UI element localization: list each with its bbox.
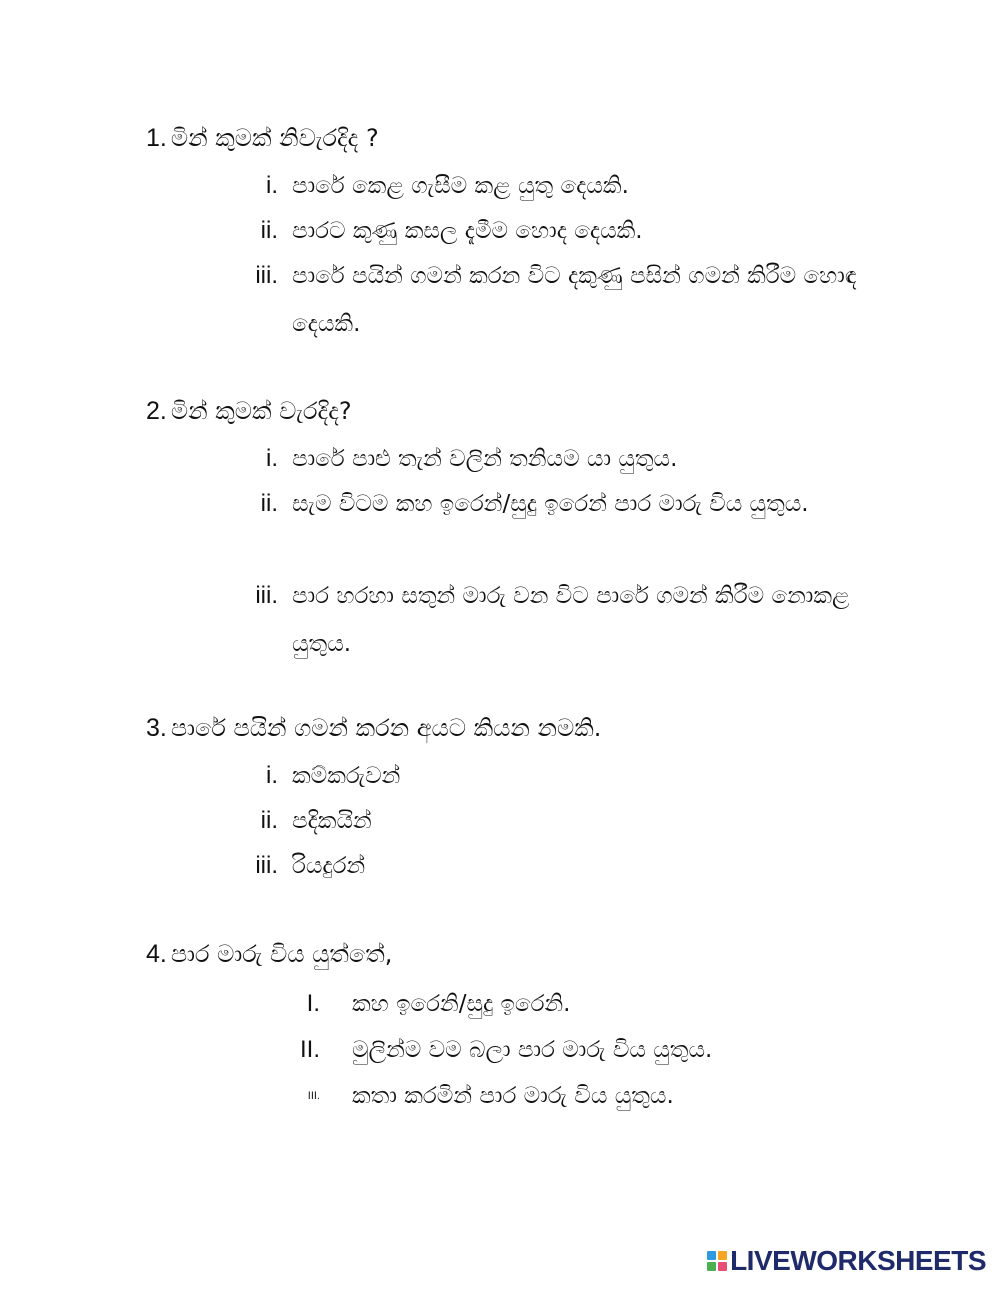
option-2-ii[interactable] [230, 480, 872, 528]
question-number: 3. [146, 714, 167, 742]
option-text: මුලින්ම වම බලා පාර මාරු විය යුතුය. [352, 1037, 713, 1063]
question-3 [146, 716, 906, 746]
question-2 [146, 399, 906, 429]
question-text: පාර මාරු විය යුත්තේ, [170, 940, 393, 968]
option-text: පාරේ කෙළ ගැසීම කළ යුතු දෙයකි. [292, 173, 629, 199]
question-text: මින් කුමක් නිවැරදිද ? [170, 124, 379, 152]
question-1 [146, 126, 906, 156]
option-number: ii. [260, 807, 278, 834]
question-number: 2. [146, 397, 167, 425]
option-text: කම්කරුවන් [292, 763, 401, 789]
logo-square-blue [707, 1251, 716, 1260]
option-number: ii. [260, 490, 278, 517]
logo-square-orange [718, 1251, 727, 1260]
liveworksheets-logo-icon [707, 1251, 727, 1271]
option-4-I[interactable] [280, 980, 932, 1028]
option-text: පදිකයින් [292, 808, 372, 834]
option-text: පාර හරහා සතුන් මාරු වන විට පාරේ ගමන් කිරීම නොකළ යුතුය. [292, 583, 850, 657]
option-1-ii[interactable] [230, 207, 872, 255]
logo-square-pink [718, 1262, 727, 1271]
question-number: 1. [146, 124, 167, 152]
option-1-i[interactable] [230, 162, 872, 210]
question-4 [146, 942, 906, 972]
question-number: 4. [146, 940, 167, 968]
option-text: පාරේ පයින් ගමන් කරන විට දකුණු පසින් ගමන් කිරීම හොඳ දෙයකි. [292, 263, 857, 337]
question-text: පාරේ පයින් ගමන් කරන අයට කියන නමකි. [170, 714, 602, 742]
option-number: iii. [255, 262, 278, 289]
option-number: iii. [255, 582, 278, 609]
liveworksheets-logo[interactable] [707, 1245, 986, 1277]
option-number: ii. [260, 217, 278, 244]
option-number: i. [266, 445, 278, 472]
option-number: II. [299, 1036, 320, 1063]
option-4-II[interactable] [280, 1026, 932, 1074]
option-number: iii. [255, 852, 278, 879]
logo-square-green [707, 1262, 716, 1271]
option-2-iii[interactable] [230, 572, 872, 668]
option-3-i[interactable] [230, 752, 872, 800]
option-text: රියදුරන් [292, 853, 366, 879]
option-text: පාරට කුණු කසල දැමීම හොද දෙයකි. [292, 218, 643, 244]
option-1-iii[interactable] [230, 252, 872, 348]
option-number: i. [266, 172, 278, 199]
logo-text: LIVEWORKSHEETS [730, 1245, 986, 1276]
option-4-III[interactable] [280, 1072, 932, 1120]
option-2-i[interactable] [230, 435, 872, 483]
option-text: සැම විටම කහ ඉරෙන්/සුදු ඉරෙන් පාර මාරු විය යුතුය. [292, 491, 809, 517]
option-number: i. [266, 762, 278, 789]
option-text: කතා කරමින් පාර මාරු විය යුතුය. [352, 1083, 674, 1109]
question-text: මින් කුමක් වැරදිද? [170, 397, 352, 425]
option-number: III. [307, 1090, 320, 1102]
option-text: කහ ඉරෙනි/සුදු ඉරෙනි. [352, 991, 571, 1017]
option-3-ii[interactable] [230, 797, 872, 845]
option-3-iii[interactable] [230, 842, 872, 890]
option-number: I. [306, 990, 320, 1017]
option-text: පාරේ පාළු තැන් වලින් තනියම යා යුතුය. [292, 446, 678, 472]
